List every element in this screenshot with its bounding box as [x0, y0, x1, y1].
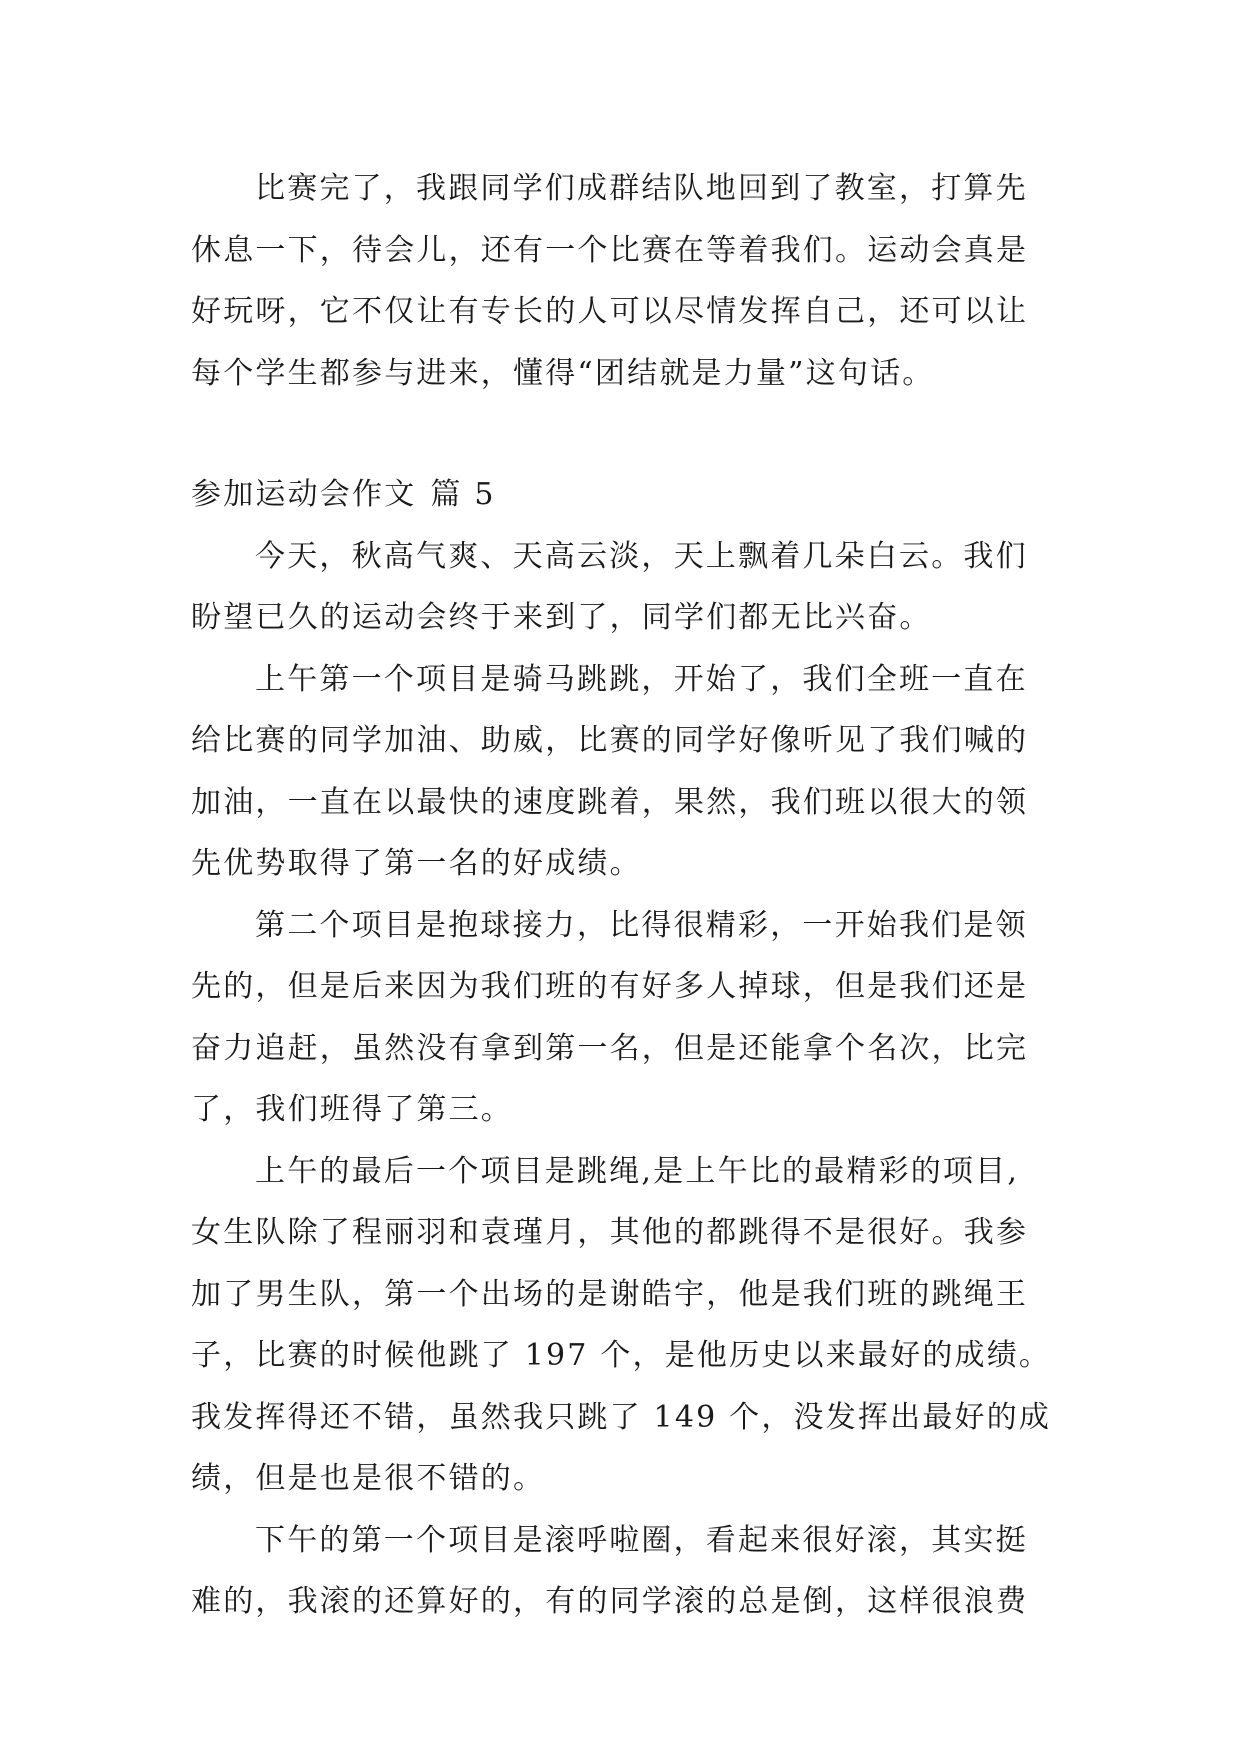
- text-line: 绩，但是也是很不错的。: [191, 1461, 546, 1496]
- document-body: [191, 158, 1061, 1633]
- heading-section-number: 篇 5: [430, 477, 496, 512]
- text-line: 加油，一直在以最快的速度跳着，果然，我们班以很大的领: [191, 784, 1029, 820]
- text-line: 难的，我滚的还算好的，有的同学滚的总是倒，这样很浪费: [191, 1584, 1029, 1619]
- text-line: 好玩呀，它不仅让有专长的人可以尽情发挥自己，还可以让: [191, 294, 1029, 329]
- text-line: 盼望已久的运动会终于来到了，同学们都无比兴奋。: [191, 600, 932, 635]
- paragraph: [191, 158, 1061, 404]
- text-line: 休息一下，待会儿，还有一个比赛在等着我们。运动会真是: [191, 232, 1029, 268]
- text-line: 给比赛的同学加油、助威，比赛的同学好像听见了我们喊的: [191, 723, 1029, 758]
- text-line: 先的，但是后来因为我们班的有好多人掉球，但是我们还是: [191, 969, 1029, 1004]
- text-line: 加了男生队，第一个出场的是谢皓宇，他是我们班的跳绳王: [191, 1276, 1029, 1312]
- text-line: 今天，秋高气爽、天高云淡，天上飘着几朵白云。我们: [255, 538, 1028, 574]
- heading-title: 参加运动会作文: [191, 477, 417, 512]
- text-line: 先优势取得了第一名的好成绩。: [191, 846, 642, 881]
- text-line: 我发挥得还不错，虽然我只跳了 149 个，没发挥出最好的成: [191, 1399, 1052, 1435]
- text-line: 了，我们班得了第三。: [191, 1092, 513, 1127]
- text-line: 奋力追赶，虽然没有拿到第一名，但是还能拿个名次，比完: [191, 1030, 1029, 1066]
- section-heading: [191, 464, 1061, 526]
- text-line: 上午的最后一个项目是跳绳,是上午比的最精彩的项目,: [255, 1153, 1020, 1189]
- text-line: 第二个项目是抱球接力，比得很精彩，一开始我们是领: [255, 907, 1028, 943]
- paragraph: [191, 1510, 1061, 1633]
- text-line: 比赛完了，我跟同学们成群结队地回到了教室，打算先: [255, 171, 1028, 206]
- text-line: 下午的第一个项目是滚呼啦圈，看起来很好滚，其实挺: [255, 1522, 1028, 1558]
- paragraph: [191, 895, 1061, 1141]
- text-line: 上午第一个项目是骑马跳跳，开始了，我们全班一直在: [255, 661, 1028, 697]
- text-line: 女生队除了程丽羽和袁瑾月，其他的都跳得不是很好。我参: [191, 1215, 1029, 1250]
- section-gap: [191, 404, 1061, 464]
- text-line: 子，比赛的时候他跳了 197 个，是他历史以来最好的成绩。: [191, 1338, 1052, 1373]
- paragraph: [191, 1141, 1061, 1510]
- paragraph: [191, 526, 1061, 649]
- text-line: 每个学生都参与进来，懂得“团结就是力量”这句话。: [191, 355, 935, 391]
- paragraph: [191, 649, 1061, 895]
